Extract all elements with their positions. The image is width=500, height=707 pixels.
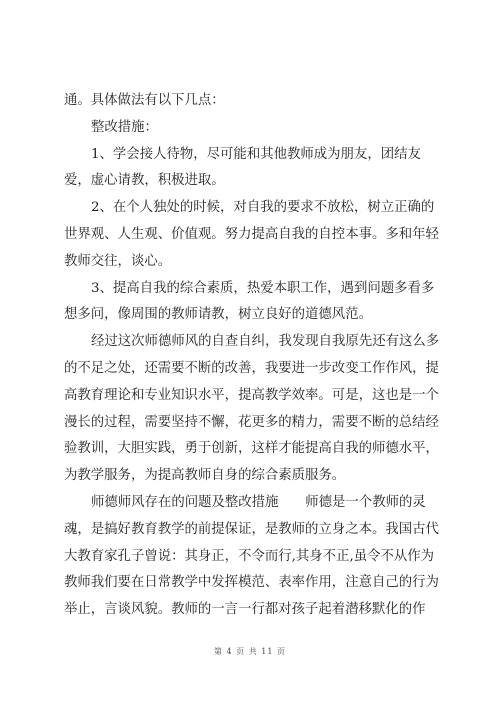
text-line: 爱，虚心请教，积极进取。 [64,173,225,189]
text-line: 教师交往，谈心。 [64,253,172,269]
page-number-footer: 第 4 页 共 11 页 [214,647,286,656]
text-line: 的不足之处，还需要不断的改善，我要进一步改变工作作风，提 [64,360,439,376]
text-line: 3、提高自我的综合素质，热爱本职工作，遇到问题多看多 [91,280,435,296]
text-line: 魂，是搞好教育教学的前提保证，是教师的立身之本。我国古代 [64,521,439,537]
text-line: 经过这次师德师风的自查自纠，我发现自我原先还有这么多 [91,334,440,350]
text-line: 大教育家孔子曾说：其身正，不令而行,其身不正,虽令不从作为 [64,548,435,564]
text-line: 整改措施： [91,119,158,135]
text-line: 举止，言谈风貌。教师的一言一行都对孩子起着潜移默化的作 [64,602,426,618]
text-line: 教师我们要在日常教学中发挥模范、表率作用，注意自己的行为 [64,575,439,591]
text-line: 1、学会接人待物，尽可能和其他教师成为朋友，团结友 [91,146,421,162]
text-line: 师德师风存在的问题及整改措施 师德是一个教师的灵 [91,494,426,510]
text-line: 世界观、人生观、价值观。努力提高自我的自控本事。多和年轻 [64,226,439,242]
text-line: 为教学服务，为提高教师自身的综合素质服务。 [64,468,346,484]
document-body [64,88,442,624]
text-line: 想多问，像周围的教师请教，树立良好的道德风范。 [64,307,372,323]
text-line: 验教训，大胆实践，勇于创新，这样才能提高自我的师德水平， [64,441,439,457]
text-line: 2、在个人独处的时候，对自我的要求不放松，树立正确的 [91,200,435,216]
text-line: 通。具体做法有以下几点： [64,93,225,108]
text-line: 漫长的过程，需要坚持不懈，花更多的精力，需要不断的总结经 [64,414,439,430]
text-line: 高教育理论和专业知识水平，提高教学效率。可是，这也是一个 [64,387,439,403]
